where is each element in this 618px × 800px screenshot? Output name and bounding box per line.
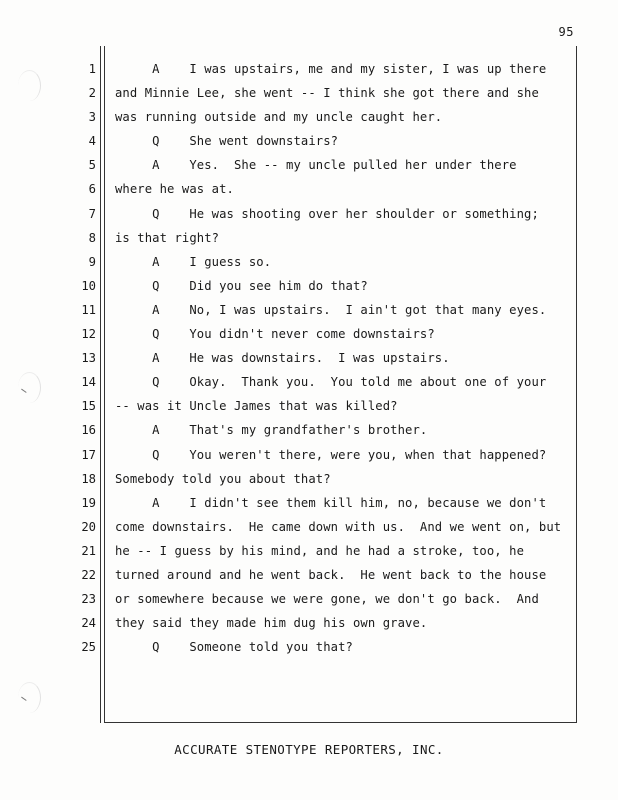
transcript-line bbox=[0, 635, 618, 659]
transcript-line bbox=[0, 129, 618, 153]
line-text: A He was downstairs. I was upstairs. bbox=[115, 351, 450, 366]
transcript-line bbox=[0, 57, 618, 81]
line-text: come downstairs. He came down with us. And we went on, but bbox=[115, 519, 562, 534]
line-text: Q You didn't never come downstairs? bbox=[115, 327, 435, 342]
line-text: A I didn't see them kill him, no, because we don't bbox=[115, 495, 547, 510]
line-text: Q Someone told you that? bbox=[115, 640, 353, 655]
line-text: Q Okay. Thank you. You told me about one of your bbox=[115, 375, 547, 390]
line-text: A I was upstairs, me and my sister, I was up there bbox=[115, 62, 547, 76]
line-number: 5 bbox=[88, 158, 96, 173]
transcript-line bbox=[0, 418, 618, 442]
transcript-line bbox=[0, 539, 618, 563]
line-text: and Minnie Lee, she went -- I think she got there and she bbox=[115, 86, 539, 101]
line-number: 25 bbox=[81, 640, 96, 655]
transcript-line bbox=[0, 491, 618, 515]
line-number: 11 bbox=[81, 302, 96, 317]
line-number: 20 bbox=[81, 519, 96, 534]
transcript-line bbox=[0, 250, 618, 274]
line-number: 22 bbox=[81, 567, 96, 582]
line-text: or somewhere because we were gone, we don't go back. And bbox=[115, 592, 539, 607]
line-number: 21 bbox=[81, 543, 96, 558]
line-text: Somebody told you about that? bbox=[115, 471, 331, 486]
page-number: 95 bbox=[558, 25, 574, 39]
transcript-line bbox=[0, 346, 618, 370]
line-number: 17 bbox=[81, 447, 96, 462]
transcript-line bbox=[0, 370, 618, 394]
line-text: A I guess so. bbox=[115, 254, 272, 269]
transcript-line bbox=[0, 322, 618, 346]
line-text: was running outside and my uncle caught her. bbox=[115, 110, 443, 125]
transcript-line bbox=[0, 105, 618, 129]
transcript-line bbox=[0, 611, 618, 635]
line-number: 7 bbox=[88, 206, 96, 221]
line-text: A Yes. She -- my uncle pulled her under there bbox=[115, 158, 517, 173]
line-number: 3 bbox=[88, 110, 96, 125]
transcript-line bbox=[0, 467, 618, 491]
line-text: Q You weren't there, were you, when that happened? bbox=[115, 447, 547, 462]
line-number: 15 bbox=[81, 399, 96, 414]
line-text: they said they made him dug his own grave. bbox=[115, 616, 428, 631]
transcript-line bbox=[0, 153, 618, 177]
line-number: 2 bbox=[88, 86, 96, 101]
reporter-footer: ACCURATE STENOTYPE REPORTERS, INC. bbox=[174, 742, 444, 757]
line-number: 19 bbox=[81, 495, 96, 510]
transcript-line bbox=[0, 443, 618, 467]
line-text: -- was it Uncle James that was killed? bbox=[115, 399, 398, 414]
line-text: is that right? bbox=[115, 230, 220, 245]
line-text: where he was at. bbox=[115, 182, 234, 197]
transcript-line bbox=[0, 177, 618, 201]
transcript-line bbox=[0, 587, 618, 611]
line-number: 14 bbox=[81, 375, 96, 390]
line-number: 10 bbox=[81, 278, 96, 293]
line-number: 23 bbox=[81, 592, 96, 607]
line-number: 6 bbox=[88, 182, 96, 197]
line-text: Q She went downstairs? bbox=[115, 134, 339, 149]
line-number: 9 bbox=[88, 254, 96, 269]
transcript-line bbox=[0, 81, 618, 105]
line-text: A No, I was upstairs. I ain't got that many eyes. bbox=[115, 302, 547, 317]
line-number: 4 bbox=[88, 134, 96, 149]
line-number: 13 bbox=[81, 351, 96, 366]
transcript-line bbox=[0, 394, 618, 418]
transcript-line bbox=[0, 226, 618, 250]
line-number: 18 bbox=[81, 471, 96, 486]
line-text: A That's my grandfather's brother. bbox=[115, 423, 428, 438]
line-number: 16 bbox=[81, 423, 96, 438]
line-text: turned around and he went back. He went back to the house bbox=[115, 567, 547, 582]
transcript-line bbox=[0, 515, 618, 539]
transcript-line bbox=[0, 202, 618, 226]
transcript-lines bbox=[0, 57, 618, 659]
transcript-line bbox=[0, 274, 618, 298]
line-number: 12 bbox=[81, 327, 96, 342]
transcript-line bbox=[0, 563, 618, 587]
line-number: 8 bbox=[88, 230, 96, 245]
line-number: 24 bbox=[81, 616, 96, 631]
line-text: Q He was shooting over her shoulder or something; bbox=[115, 206, 539, 221]
line-number: 1 bbox=[88, 62, 96, 76]
transcript-line bbox=[0, 298, 618, 322]
line-text: he -- I guess by his mind, and he had a stroke, too, he bbox=[115, 543, 525, 558]
line-text: Q Did you see him do that? bbox=[115, 278, 368, 293]
